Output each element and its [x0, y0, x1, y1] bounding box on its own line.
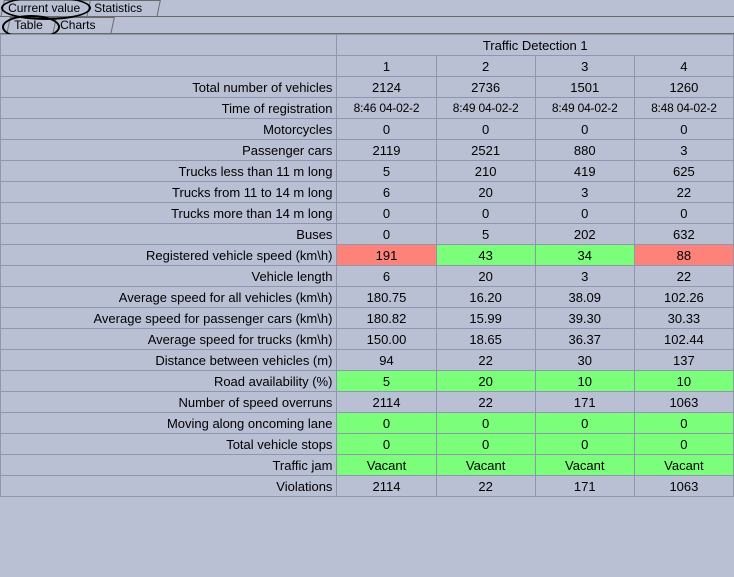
table-cell[interactable]: 2521 — [436, 140, 535, 161]
table-row — [1, 245, 734, 266]
table-cell[interactable]: 0 — [535, 119, 634, 140]
table-cell[interactable]: 16.20 — [436, 287, 535, 308]
table-cell[interactable]: 34 — [535, 245, 634, 266]
row-label: Average speed for passenger cars (km\h) — [1, 308, 337, 329]
table-cell[interactable]: 5 — [436, 224, 535, 245]
row-label: Registered vehicle speed (km\h) — [1, 245, 337, 266]
table-cell[interactable]: 22 — [436, 350, 535, 371]
table-cell[interactable]: 0 — [337, 119, 436, 140]
table-cell[interactable]: 150.00 — [337, 329, 436, 350]
row-label: Violations — [1, 476, 337, 497]
table-cell[interactable]: 171 — [535, 476, 634, 497]
table-cell[interactable]: 0 — [535, 413, 634, 434]
table-filler-cell — [535, 541, 634, 563]
row-label: Average speed for trucks (km\h) — [1, 329, 337, 350]
table-row — [1, 476, 734, 497]
table-cell[interactable]: 2124 — [337, 77, 436, 98]
table-cell[interactable]: 171 — [535, 392, 634, 413]
table-cell[interactable]: 8:49 04-02-2 — [535, 98, 634, 119]
table-cell[interactable]: 3 — [535, 266, 634, 287]
table-cell[interactable]: 1501 — [535, 77, 634, 98]
table-filler-cell — [1, 519, 337, 541]
table-cell[interactable]: 880 — [535, 140, 634, 161]
table-cell[interactable]: 3 — [634, 140, 733, 161]
table-cell[interactable]: 15.99 — [436, 308, 535, 329]
table-row — [1, 182, 734, 203]
table-cell[interactable]: 38.09 — [535, 287, 634, 308]
table-cell[interactable]: 0 — [337, 224, 436, 245]
table-cell[interactable]: 10 — [535, 371, 634, 392]
table-cell[interactable]: 0 — [337, 434, 436, 455]
row-label: Vehicle length — [1, 266, 337, 287]
table-filler-cell — [337, 541, 436, 563]
traffic-detection-table — [0, 34, 734, 563]
table-row — [1, 266, 734, 287]
table-filler-cell — [436, 519, 535, 541]
tab-statistics-label: Statistics — [94, 1, 143, 15]
column-header-3[interactable]: 3 — [535, 56, 634, 77]
table-cell[interactable]: 88 — [634, 245, 733, 266]
table-filler-cell — [337, 497, 436, 520]
table-cell[interactable]: 137 — [634, 350, 733, 371]
table-cell[interactable]: Vacant — [535, 455, 634, 476]
table-cell[interactable]: 6 — [337, 182, 436, 203]
table-cell[interactable]: 0 — [436, 203, 535, 224]
column-header-4[interactable]: 4 — [634, 56, 733, 77]
column-header-2[interactable]: 2 — [436, 56, 535, 77]
table-cell[interactable]: 22 — [436, 392, 535, 413]
table-filler-cell — [1, 497, 337, 520]
table-corner-cell — [1, 35, 337, 56]
table-body — [1, 77, 734, 564]
table-cell[interactable]: 20 — [436, 182, 535, 203]
table-cell[interactable]: 36.37 — [535, 329, 634, 350]
secondary-tabstrip — [0, 17, 734, 34]
table-cell[interactable]: 202 — [535, 224, 634, 245]
table-cell[interactable]: 5 — [337, 371, 436, 392]
table-filler-cell — [436, 497, 535, 520]
table-filler-cell — [634, 497, 733, 520]
table-filler-cell — [436, 541, 535, 563]
table-cell[interactable]: 2114 — [337, 392, 436, 413]
row-label: Traffic jam — [1, 455, 337, 476]
data-table-container — [0, 34, 734, 577]
table-filler-cell — [634, 519, 733, 541]
table-cell[interactable]: 22 — [634, 182, 733, 203]
table-cell[interactable]: Vacant — [337, 455, 436, 476]
table-corner-cell-2 — [1, 56, 337, 77]
row-label: Time of registration — [1, 98, 337, 119]
primary-tabstrip — [0, 0, 734, 17]
table-row — [1, 203, 734, 224]
table-cell[interactable]: 0 — [535, 434, 634, 455]
table-row — [1, 392, 734, 413]
table-cell[interactable]: 1063 — [634, 476, 733, 497]
column-header-1[interactable]: 1 — [337, 56, 436, 77]
row-label: Distance between vehicles (m) — [1, 350, 337, 371]
table-cell[interactable]: 30.33 — [634, 308, 733, 329]
table-cell[interactable]: 0 — [337, 203, 436, 224]
table-cell[interactable]: 8:49 04-02-2 — [436, 98, 535, 119]
table-cell[interactable]: 5 — [337, 161, 436, 182]
table-group-header-row — [1, 35, 734, 56]
table-cell[interactable]: 102.26 — [634, 287, 733, 308]
table-cell[interactable]: 625 — [634, 161, 733, 182]
table-filler-cell — [634, 541, 733, 563]
table-cell[interactable]: 43 — [436, 245, 535, 266]
table-row — [1, 98, 734, 119]
table-filler-cell — [535, 519, 634, 541]
table-cell[interactable]: 2736 — [436, 77, 535, 98]
table-cell[interactable]: 39.30 — [535, 308, 634, 329]
table-cell[interactable]: 0 — [634, 413, 733, 434]
table-cell[interactable]: 0 — [634, 203, 733, 224]
table-cell[interactable]: 8:48 04-02-2 — [634, 98, 733, 119]
table-row — [1, 434, 734, 455]
row-label: Moving along oncoming lane — [1, 413, 337, 434]
table-filler-row — [1, 497, 734, 520]
row-label: Trucks less than 11 m long — [1, 161, 337, 182]
table-cell[interactable]: 8:46 04-02-2 — [337, 98, 436, 119]
table-cell[interactable]: 6 — [337, 266, 436, 287]
table-filler-cell — [1, 541, 337, 563]
table-row — [1, 329, 734, 350]
row-label: Average speed for all vehicles (km\h) — [1, 287, 337, 308]
tab-current-value-label: Current value — [8, 1, 81, 15]
table-cell[interactable]: 180.82 — [337, 308, 436, 329]
row-label: Total number of vehicles — [1, 77, 337, 98]
table-cell[interactable]: Vacant — [634, 455, 733, 476]
row-label: Passenger cars — [1, 140, 337, 161]
row-label: Buses — [1, 224, 337, 245]
table-row — [1, 161, 734, 182]
table-cell[interactable]: 3 — [535, 182, 634, 203]
table-row — [1, 371, 734, 392]
table-column-header-row — [1, 56, 734, 77]
row-label: Trucks from 11 to 14 m long — [1, 182, 337, 203]
table-filler-cell — [535, 497, 634, 520]
row-label: Road availability (%) — [1, 371, 337, 392]
table-row — [1, 413, 734, 434]
table-row — [1, 308, 734, 329]
table-row — [1, 350, 734, 371]
table-filler-cell — [337, 519, 436, 541]
table-row — [1, 455, 734, 476]
table-cell[interactable]: 18.65 — [436, 329, 535, 350]
table-cell[interactable]: 30 — [535, 350, 634, 371]
table-cell[interactable]: 210 — [436, 161, 535, 182]
table-filler-row — [1, 541, 734, 563]
table-cell[interactable]: 1063 — [634, 392, 733, 413]
table-cell[interactable]: 22 — [634, 266, 733, 287]
row-label: Trucks more than 14 m long — [1, 203, 337, 224]
table-filler-row — [1, 519, 734, 541]
table-cell[interactable]: Vacant — [436, 455, 535, 476]
table-cell[interactable]: 2119 — [337, 140, 436, 161]
table-cell[interactable]: 0 — [337, 413, 436, 434]
tab-table-label: Table — [14, 18, 43, 32]
table-cell[interactable]: 10 — [634, 371, 733, 392]
table-cell[interactable]: 0 — [535, 203, 634, 224]
table-cell[interactable]: 0 — [436, 119, 535, 140]
table-cell[interactable]: 0 — [436, 413, 535, 434]
table-cell[interactable]: 0 — [436, 434, 535, 455]
table-cell[interactable]: 102.44 — [634, 329, 733, 350]
table-cell[interactable]: 0 — [634, 434, 733, 455]
tab-charts-label: Charts — [60, 18, 96, 32]
table-cell[interactable]: 20 — [436, 371, 535, 392]
table-row — [1, 77, 734, 98]
group-header-traffic-detection-1: Traffic Detection 1 — [337, 35, 734, 56]
table-cell[interactable]: 0 — [634, 119, 733, 140]
table-cell[interactable]: 419 — [535, 161, 634, 182]
table-cell[interactable]: 632 — [634, 224, 733, 245]
row-label: Number of speed overruns — [1, 392, 337, 413]
table-row — [1, 140, 734, 161]
table-row — [1, 224, 734, 245]
table-header — [1, 35, 734, 77]
table-cell[interactable]: 1260 — [634, 77, 733, 98]
table-cell[interactable]: 94 — [337, 350, 436, 371]
table-row — [1, 119, 734, 140]
row-label: Total vehicle stops — [1, 434, 337, 455]
table-cell[interactable]: 2114 — [337, 476, 436, 497]
table-row — [1, 287, 734, 308]
row-label: Motorcycles — [1, 119, 337, 140]
table-cell[interactable]: 22 — [436, 476, 535, 497]
table-cell[interactable]: 191 — [337, 245, 436, 266]
table-cell[interactable]: 180.75 — [337, 287, 436, 308]
table-cell[interactable]: 20 — [436, 266, 535, 287]
